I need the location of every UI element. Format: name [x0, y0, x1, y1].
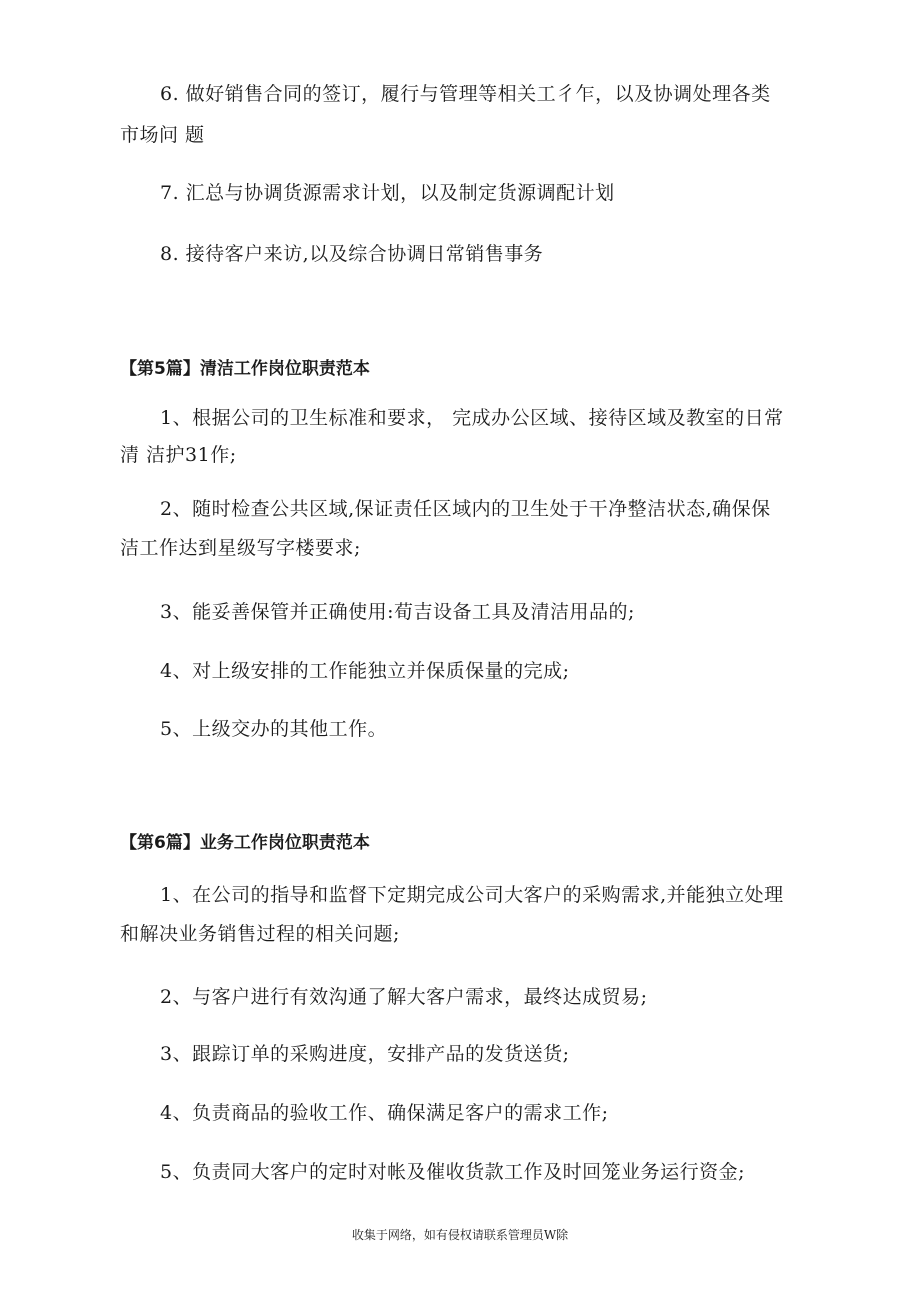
prev-item-6-line-2: 市场问 题: [120, 124, 205, 146]
section5-item-3: 3、能妥善保管并正确使用:荀吉设备工具及清洁用品的;: [160, 601, 635, 623]
section5-item-5: 5、上级交办的其他工作。: [160, 718, 388, 740]
section6-item-4: 4、负责商品的验收工作、确保满足客户的需求工作;: [160, 1102, 609, 1124]
prev-item-7: 7. 汇总与协调货源需求计划，以及制定货源调配计划: [160, 182, 615, 204]
prev-item-8: 8. 接待客户来访,以及综合协调日常销售事务: [160, 243, 544, 265]
section6-item-3: 3、跟踪订单的采购进度，安排产品的发货送货;: [160, 1043, 570, 1065]
section6-item-1-line-1: 1、在公司的指导和监督下定期完成公司大客户的采购需求,并能独立处理: [160, 884, 784, 906]
section6-item-2: 2、与客户进行有效沟通了解大客户需求，最终达成贸易;: [160, 986, 648, 1008]
section5-item-4: 4、对上级安排的工作能独立并保质保量的完成;: [160, 660, 570, 682]
prev-item-6-line-1: 6. 做好销售合同的签订，履行与管理等相关工彳乍，以及协调处理各类: [160, 83, 771, 105]
section5-item-1-line-2: 清 洁护31作;: [120, 444, 237, 466]
section5-item-2-line-2: 洁工作达到星级写字楼要求;: [120, 537, 361, 559]
page-footer: 收集于网络，如有侵权请联系管理员W除: [351, 1228, 569, 1242]
section5-item-2-line-1: 2、随时检查公共区域,保证责任区域内的卫生处于干净整洁状态,确保保: [160, 498, 771, 520]
section6-item-1-line-2: 和解决业务销售过程的相关问题;: [120, 923, 400, 945]
section5-item-1-line-1: 1、根据公司的卫生标准和要求， 完成办公区域、接待区域及教室的日常: [160, 407, 784, 429]
section6-item-5: 5、负责同大客户的定时对帐及催收货款工作及时回笼业务运行资金;: [160, 1161, 745, 1183]
section5-heading: 【第5篇】清洁工作岗位职责范本: [120, 359, 370, 379]
section6-heading: 【第6篇】业务工作岗位职责范本: [120, 833, 370, 853]
